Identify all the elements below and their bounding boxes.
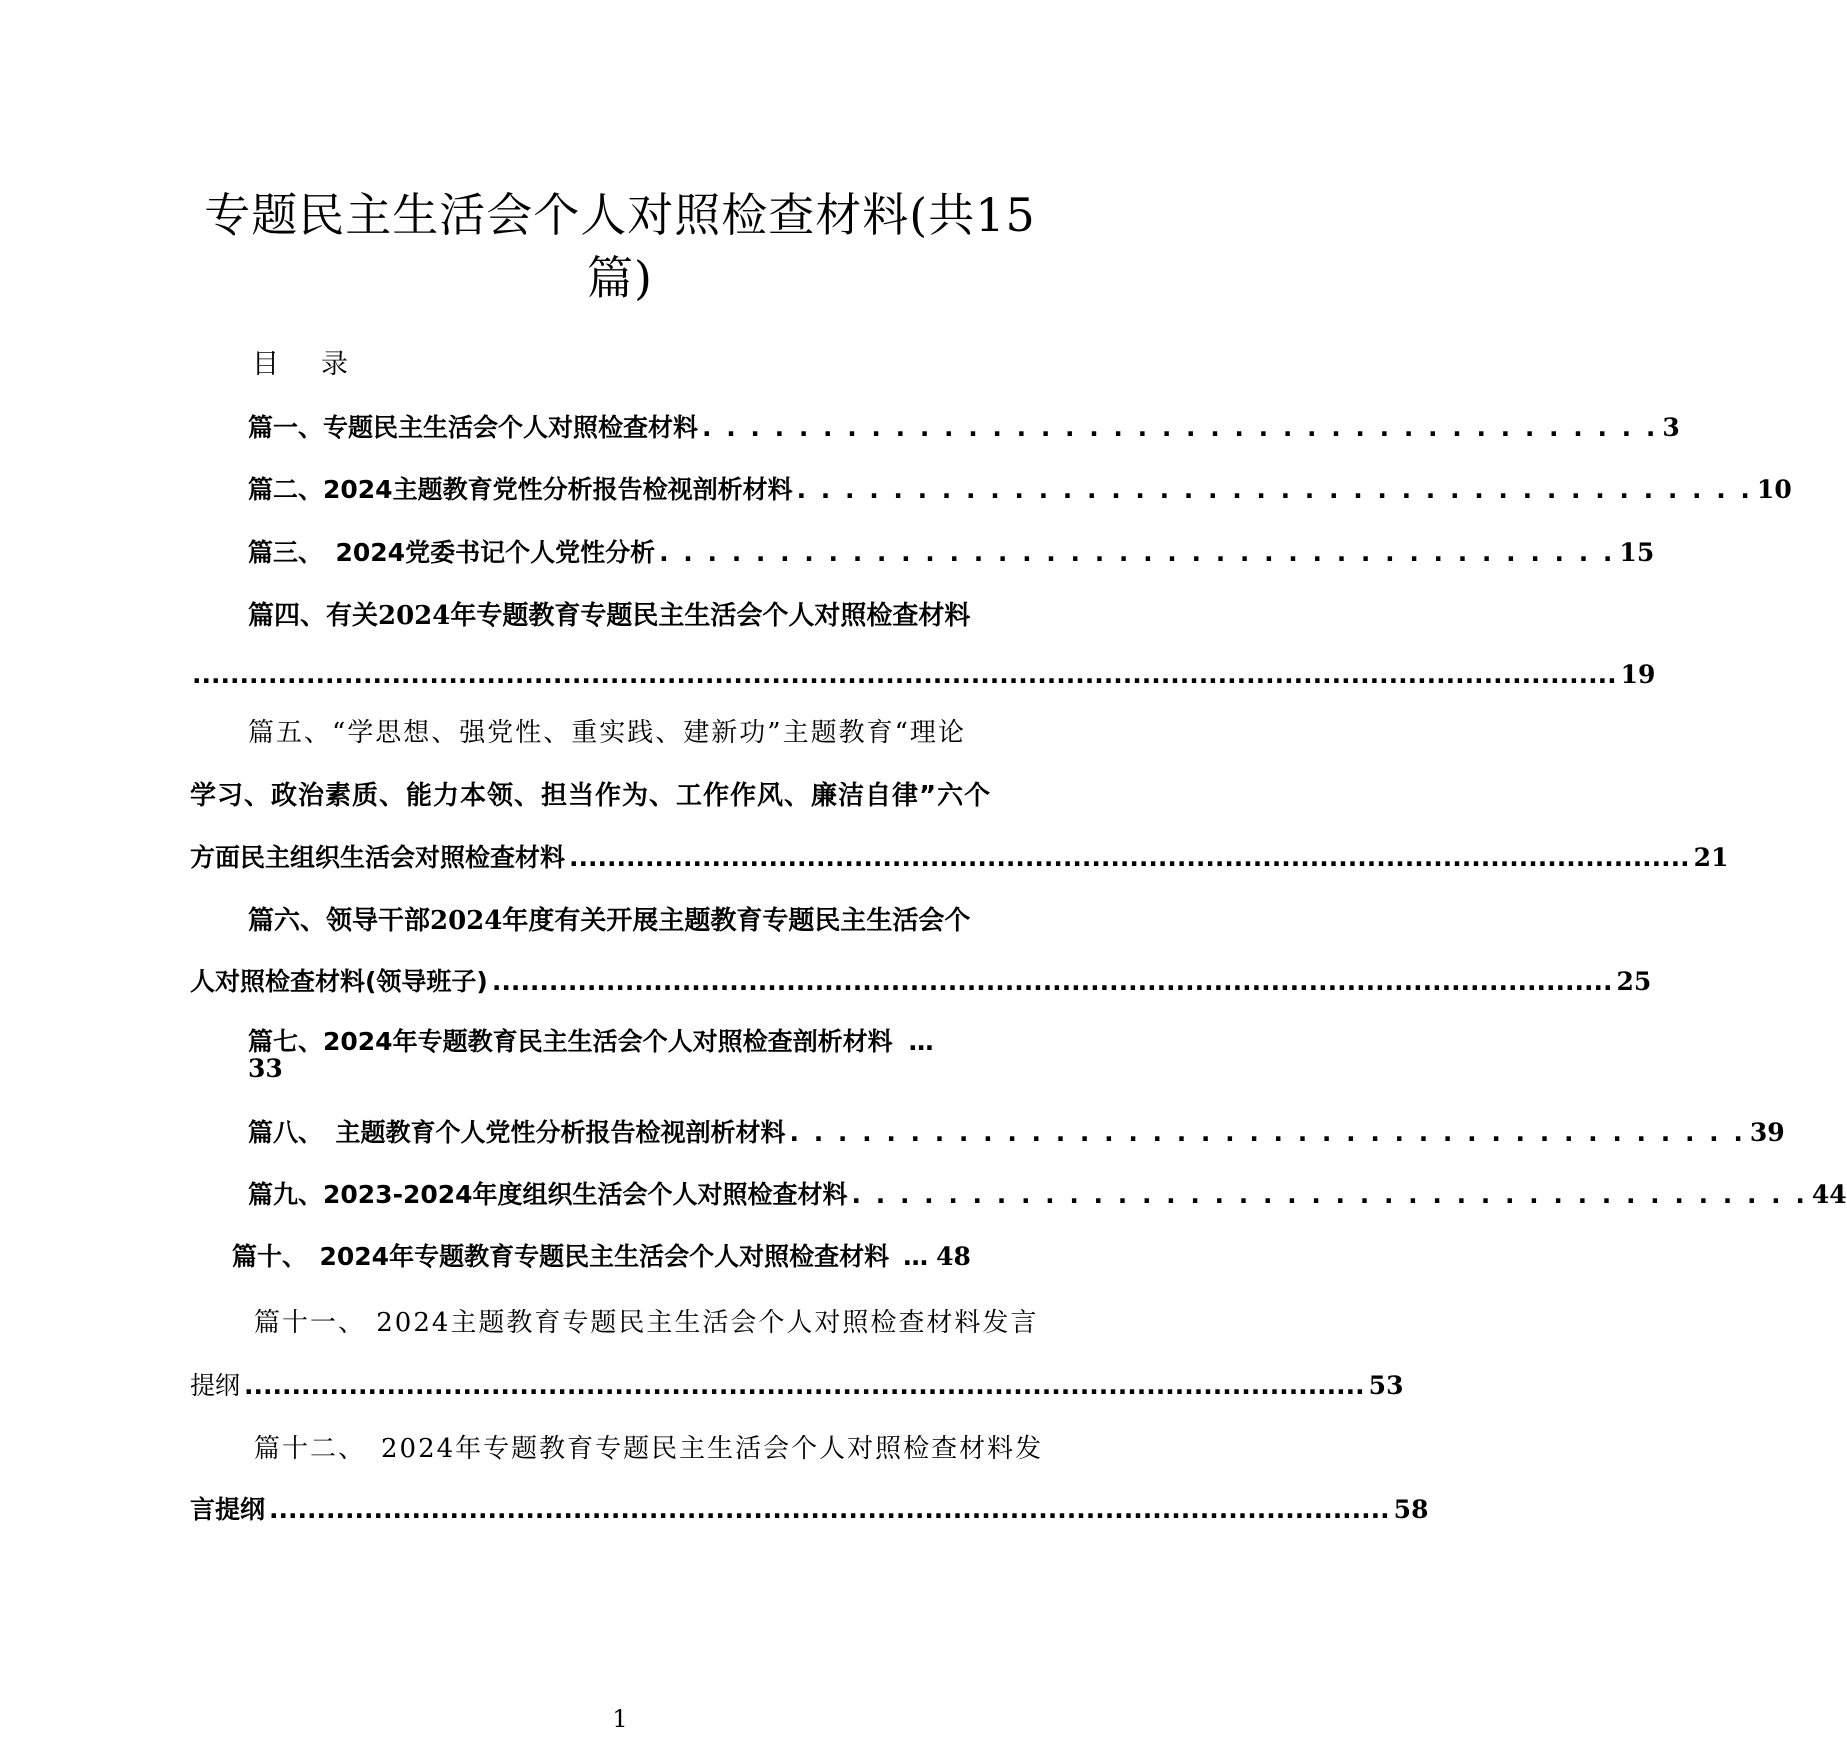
toc-entry-11-line-2: 提纲 <box>190 1371 241 1400</box>
toc-entry-1-page: 3 <box>1662 413 1680 442</box>
toc-entry-3[interactable] <box>248 533 1655 569</box>
toc-leader: ...................................................................................................................... <box>491 967 1613 996</box>
toc-entry-9-page: 44 <box>1811 1180 1847 1209</box>
toc-entry-6[interactable] <box>190 962 1652 998</box>
toc-entry-2[interactable] <box>248 470 1792 506</box>
toc-entry-7-ellipsis: … <box>908 1027 934 1056</box>
toc-entry-5-line-3: 方面民主组织生活会对照检查材料 <box>190 843 566 872</box>
toc-entry-1-text: 篇一、专题民主生活会个人对照检查材料 <box>248 413 699 442</box>
toc-entry-11-page: 53 <box>1368 1371 1404 1400</box>
toc-entry-2-page: 10 <box>1756 475 1792 504</box>
document-title-line-2: 篇) <box>587 251 653 305</box>
toc-entry-8[interactable] <box>248 1113 1785 1149</box>
toc-entry-10[interactable] <box>232 1237 1043 1273</box>
toc-heading-char-1: 目 <box>252 349 279 380</box>
toc-leader: ...................................................................................................................... <box>269 1495 1390 1524</box>
toc-leader: . . . . . . . . . . . . . . . . . . . . . . . . . . . . . . . . . . . . . . . . <box>659 538 1616 567</box>
toc-heading-char-2: 录 <box>321 349 348 380</box>
toc-entry-10-page: 48 <box>936 1242 971 1271</box>
toc-entry-5-page: 21 <box>1693 843 1729 872</box>
toc-entry-12-line-2: 言提纲 <box>190 1495 266 1524</box>
toc-leader: . . . . . . . . . . . . . . . . . . . . . . . . . . . . . . . . . . . . . . . . <box>796 475 1753 504</box>
toc-entry-6-page: 25 <box>1616 967 1652 996</box>
toc-heading <box>252 342 348 381</box>
page-number: 1 <box>612 1705 628 1733</box>
toc-entry-9[interactable] <box>248 1175 1847 1211</box>
toc-entry-9-text: 篇九、2023-2024年度组织生活会个人对照检查材料 <box>248 1180 848 1209</box>
toc-entry-8-page: 39 <box>1749 1118 1785 1147</box>
toc-entry-4[interactable] <box>192 660 1656 689</box>
toc-entry-7-text: 篇七、2024年专题教育民主生活会个人对照检查剖析材料 <box>248 1027 893 1056</box>
toc-entry-6-line-2: 人对照检查材料(领导班子) <box>190 967 488 996</box>
toc-entry-12[interactable] <box>190 1490 1429 1526</box>
toc-leader: ...................................................................................................................... <box>569 843 1690 872</box>
toc-entry-2-text: 篇二、2024主题教育党性分析报告检视剖析材料 <box>248 475 793 504</box>
toc-entry-3-text: 篇三、 2024党委书记个人党性分析 <box>248 538 656 567</box>
document-title-line-1: 专题民主生活会个人对照检查材料(共15 <box>204 188 1036 242</box>
toc-entry-4-line-1[interactable]: 篇四、有关2024年专题教育专题民主生活会个人对照检查材料 <box>248 601 971 631</box>
toc-entry-6-line-1[interactable]: 篇六、领导干部2024年度有关开展主题教育专题民主生活会个 <box>248 906 971 936</box>
toc-entry-7[interactable] <box>248 1022 934 1058</box>
toc-entry-4-page: 19 <box>1620 660 1656 689</box>
toc-entry-8-text: 篇八、 主题教育个人党性分析报告检视剖析材料 <box>248 1118 786 1147</box>
toc-entry-5[interactable] <box>190 838 1729 874</box>
toc-entry-5-line-2[interactable]: 学习、政治素质、能力本领、担当作为、工作作风、廉洁自律”六个 <box>190 781 992 811</box>
toc-leader: . . . . . . . . . . . . . . . . . . . . . . . . . . . . . . . . . . . . . . . . <box>702 413 1659 442</box>
toc-entry-7-page: 33 <box>248 1054 283 1083</box>
toc-entry-11-line-1[interactable]: 篇十一、 2024主题教育专题民主生活会个人对照检查材料发言 <box>254 1308 1039 1338</box>
toc-entry-11[interactable] <box>190 1366 1404 1402</box>
toc-entry-10-text: 篇十、 2024年专题教育专题民主生活会个人对照检查材料 <box>232 1242 890 1271</box>
toc-entry-10-ellipsis: … <box>903 1242 929 1271</box>
toc-leader: ...................................................................................................................................................... <box>192 660 1617 689</box>
toc-entry-5-line-1[interactable]: 篇五、“学思想、强党性、重实践、建新功”主题教育“理论 <box>248 718 966 748</box>
toc-leader: . . . . . . . . . . . . . . . . . . . . . . . . . . . . . . . . . . . . . . . . <box>851 1180 1808 1209</box>
toc-entry-12-line-1[interactable]: 篇十二、 2024年专题教育专题民主生活会个人对照检查材料发 <box>254 1434 1044 1464</box>
toc-leader: . . . . . . . . . . . . . . . . . . . . . . . . . . . . . . . . . . . . . . . . <box>789 1118 1746 1147</box>
toc-leader: ...................................................................................................................... <box>244 1371 1365 1400</box>
toc-entry-3-page: 15 <box>1619 538 1655 567</box>
toc-entry-1[interactable] <box>248 408 1680 444</box>
toc-entry-12-page: 58 <box>1393 1495 1429 1524</box>
